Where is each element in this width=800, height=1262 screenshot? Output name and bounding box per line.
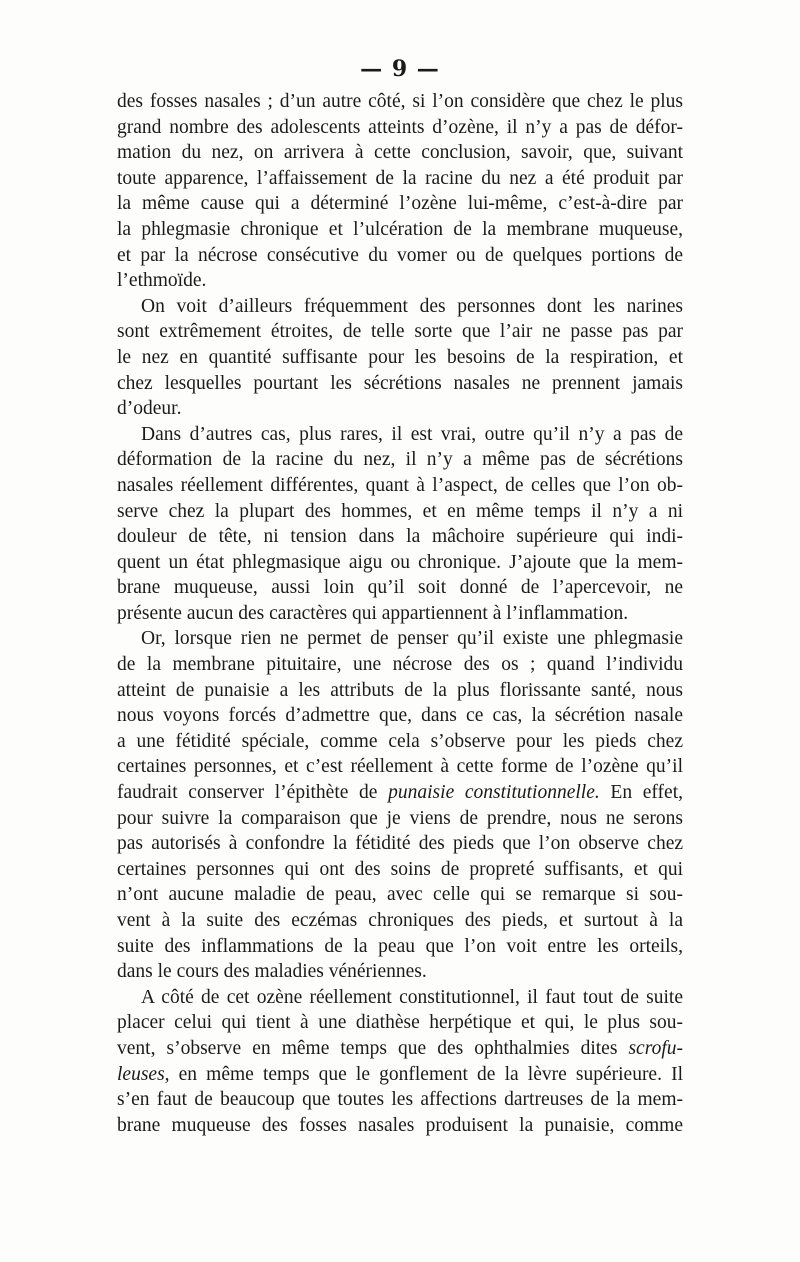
paragraph-3	[117, 422, 683, 627]
text-line: de la membrane pituitaire, une nécrose des os ; quand l’individu	[117, 654, 683, 676]
text-line: A côté de cet ozène réellement constitutionnel, il faut tout de suite	[141, 986, 683, 1008]
text-line: sont extrêmement étroites, de telle sorte que l’air ne passe pas par	[117, 321, 683, 343]
text-line: des fosses nasales ; d’un autre côté, si l’on considère que chez le plus	[117, 91, 683, 112]
body-text	[117, 89, 683, 1138]
paragraph-1	[117, 89, 683, 294]
text-line: pour suivre la comparaison que je viens de prendre, nous ne serons	[117, 807, 683, 829]
text-line: la même cause qui a déterminé l’ozène lui-même, c’est-à-dire par	[117, 193, 683, 215]
text-line: et par la nécrose consécutive du vomer ou de quelques portions de	[117, 244, 683, 266]
text-line: douleur de tête, ni tension dans la mâchoire supérieure qui indi-	[117, 526, 683, 548]
italic-term: leuses,	[117, 1063, 170, 1085]
text-fragment: faudrait conserver l’épithète de	[117, 782, 389, 804]
text-line: Dans d’autres cas, plus rares, il est vrai, outre qu’il n’y a pas de	[141, 423, 683, 445]
page-number: — 9 —	[360, 56, 440, 82]
text-fragment: en même temps que le gonflement de la lèvre supérieure. Il	[169, 1063, 683, 1085]
text-line-mixed	[117, 780, 683, 806]
text-line: pas autorisés à confondre la fétidité des pieds que l’on observe chez	[117, 833, 683, 855]
text-line: d’odeur.	[117, 398, 182, 420]
italic-term: scrofu-	[628, 1037, 683, 1059]
text-line: serve chez la plupart des hommes, et en même temps il n’y a ni	[117, 500, 683, 522]
text-line: grand nombre des adolescents atteints d’ozène, il n’y a pas de défor-	[117, 116, 683, 138]
text-line: dans le cours des maladies vénériennes.	[117, 961, 427, 983]
text-line: brane muqueuse des fosses nasales produisent la punaisie, comme	[117, 1114, 683, 1136]
text-line: déformation de la racine du nez, il n’y a même pas de sécrétions	[117, 449, 683, 471]
italic-term: punaisie constitutionnelle.	[388, 782, 600, 804]
text-line: Or, lorsque rien ne permet de penser qu’il existe une phlegmasie	[141, 628, 683, 650]
paragraph-4	[117, 626, 683, 984]
text-fragment: En effet,	[599, 782, 683, 804]
text-line: vent à la suite des eczémas chroniques des pieds, et surtout à la	[117, 910, 683, 931]
text-line: brane muqueuse, aussi loin qu’il soit donné de l’apercevoir, ne	[117, 577, 683, 599]
text-line: la phlegmasie chronique et l’ulcération de la membrane muqueuse,	[117, 218, 683, 240]
text-line: On voit d’ailleurs fréquemment des personnes dont les narines	[141, 295, 683, 317]
text-line: toute apparence, l’affaissement de la racine du nez a été produit par	[117, 167, 683, 189]
paragraph-5	[117, 985, 683, 1139]
text-fragment: vent, s’observe en même temps que des ophthalmies dites	[117, 1037, 629, 1059]
paragraph-2	[117, 294, 683, 422]
text-line: a une fétidité spéciale, comme cela s’observe pour les pieds chez	[117, 730, 683, 752]
text-line: s’en faut de beaucoup que toutes les affections dartreuses de la mem-	[117, 1089, 683, 1111]
text-line-mixed	[117, 1036, 683, 1062]
text-line: l’ethmoïde.	[117, 270, 207, 292]
text-line: atteint de punaisie a les attributs de la plus florissante santé, nous	[117, 679, 683, 701]
text-line: certaines personnes, et c’est réellement à cette forme de l’ozène qu’il	[117, 756, 683, 778]
text-line-mixed	[117, 1062, 683, 1088]
text-line: n’ont aucune maladie de peau, avec celle qui se remarque si sou-	[117, 884, 683, 906]
text-line: suite des inflammations de la peau que l’on voit entre les orteils,	[117, 935, 683, 957]
text-line: nasales réellement différentes, quant à l’aspect, de celles que l’on ob-	[117, 474, 683, 496]
text-line: quent un état phlegmasique aigu ou chronique. J’ajoute que la mem-	[117, 551, 683, 573]
text-line: chez lesquelles pourtant les sécrétions nasales ne prennent jamais	[117, 372, 683, 394]
text-line: certaines personnes qui ont des soins de propreté suffisants, et qui	[117, 858, 683, 880]
text-line: présente aucun des caractères qui appartiennent à l’inflammation.	[117, 602, 629, 624]
text-line: placer celui qui tient à une diathèse herpétique et qui, le plus sou-	[117, 1012, 683, 1034]
text-line: mation du nez, on arrivera à cette conclusion, savoir, que, suivant	[117, 142, 683, 164]
text-line: nous voyons forcés d’admettre que, dans ce cas, la sécrétion nasale	[117, 705, 683, 727]
text-line: le nez en quantité suffisante pour les besoins de la respiration, et	[117, 346, 683, 368]
